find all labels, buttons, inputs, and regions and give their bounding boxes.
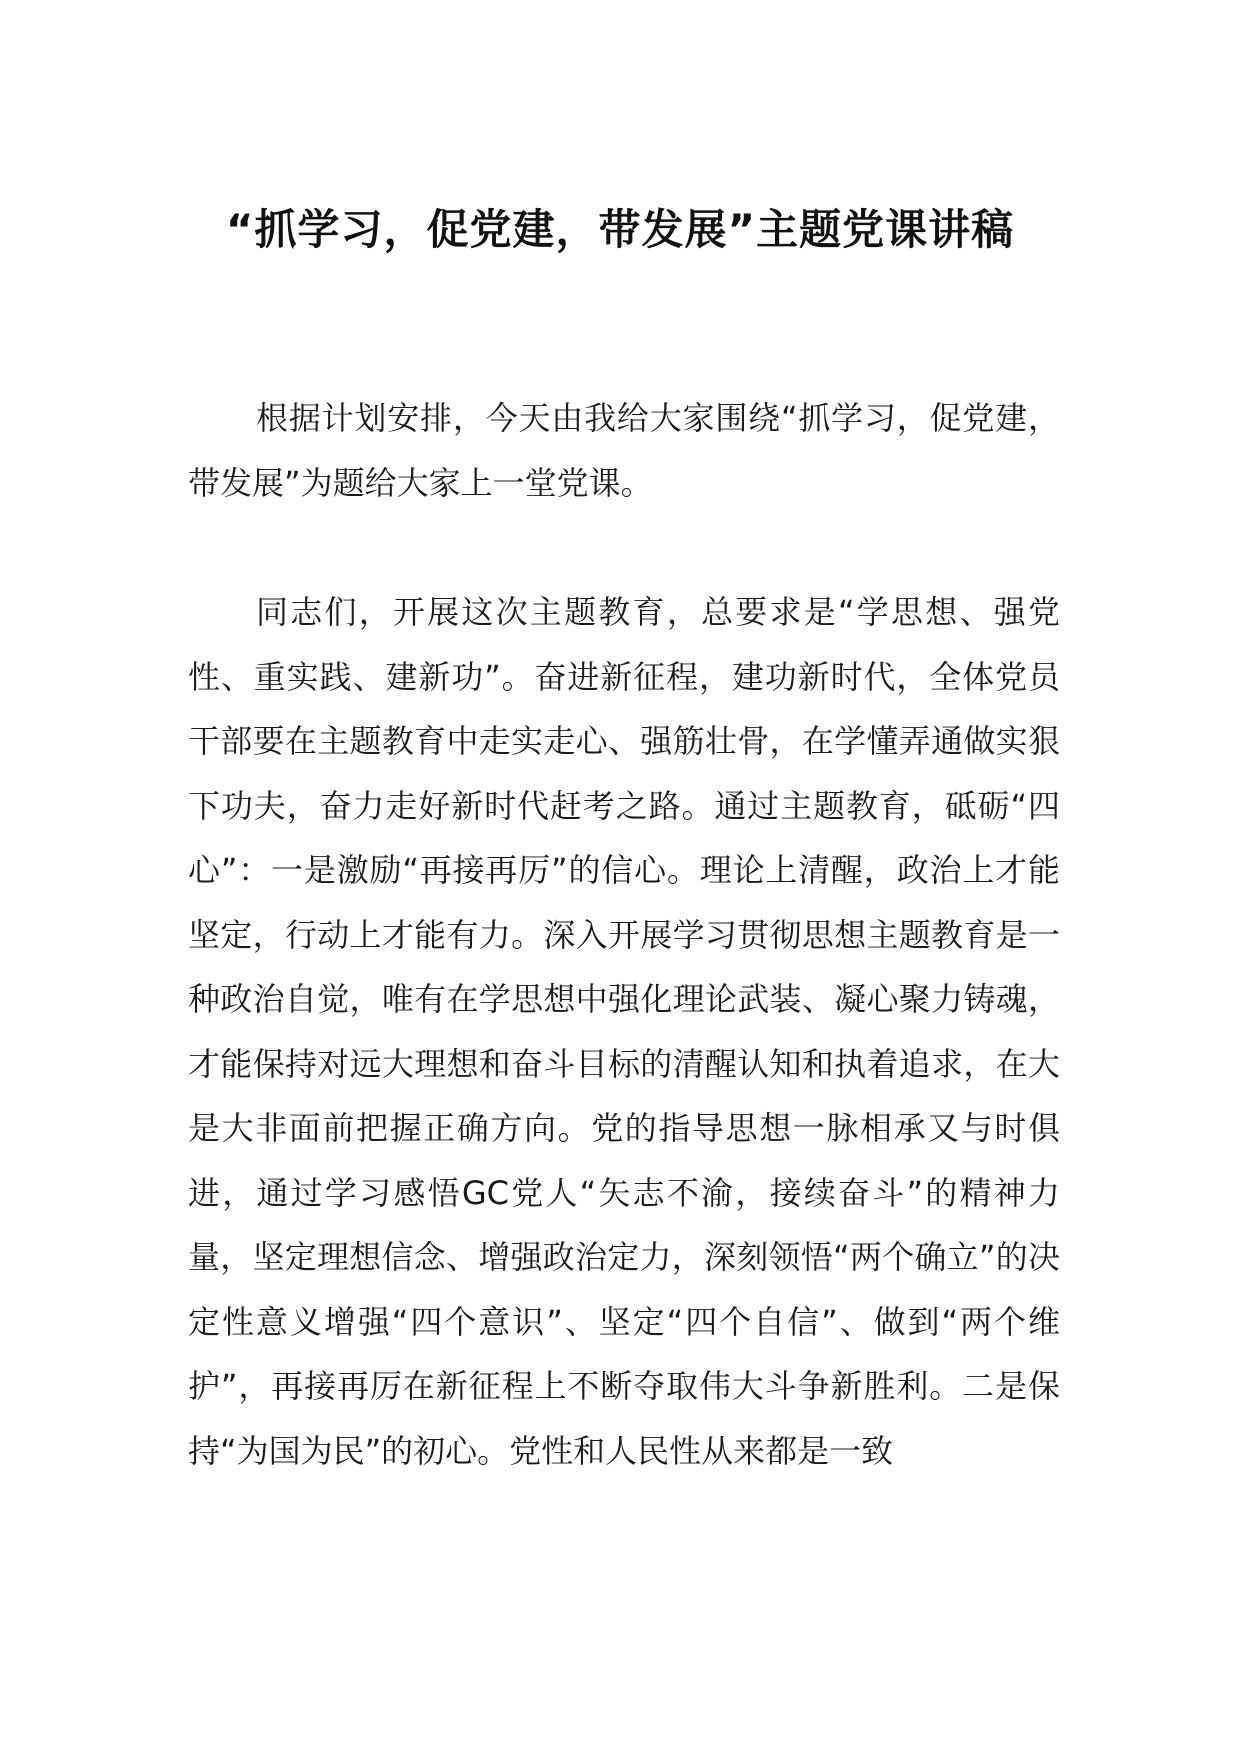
paragraph-intro: 根据计划安排，今天由我给大家围绕“抓学习，促党建，带发展”为题给大家上一堂党课。 xyxy=(188,399,1060,502)
paragraph-main: 同志们，开展这次主题教育，总要求是“学思想、强党性、重实践、建新功”。奋进新征程，建功新时代，全体党员干部要在主题教育中走实走心、强筋壮骨，在学懂弄通做实狠下功夫，奋力走好新时代赶考之路。通过主题教育，砥砺“四心”：一是激励“再接再厉”的信心。理论上清醒，政治上才能坚定，行动上才能有力。深入开展学习贯彻思想主题教育是一种政治自觉，唯有在学思想中强化理论武装、凝心聚力铸魂，才能保持对远大理想和奋斗目标的清醒认知和执着追求，在大是大非面前把握正确方向。党的指导思想一脉相承又与时俱进，通过学习感悟GC党人“矢志不渝，接续奋斗”的精神力量，坚定理想信念、增强政治定力，深刻领悟“两个确立”的决定性意义增强“四个意识”、坚定“四个自信”、做到“两个维护”，再接再厉在新征程上不断夺取伟大斗争新胜利。二是保持“为国为民”的初心。党性和人民性从来都是一致 xyxy=(188,593,1060,1470)
document-title: “抓学习，促党建，带发展”主题党课讲稿 xyxy=(225,205,1015,254)
